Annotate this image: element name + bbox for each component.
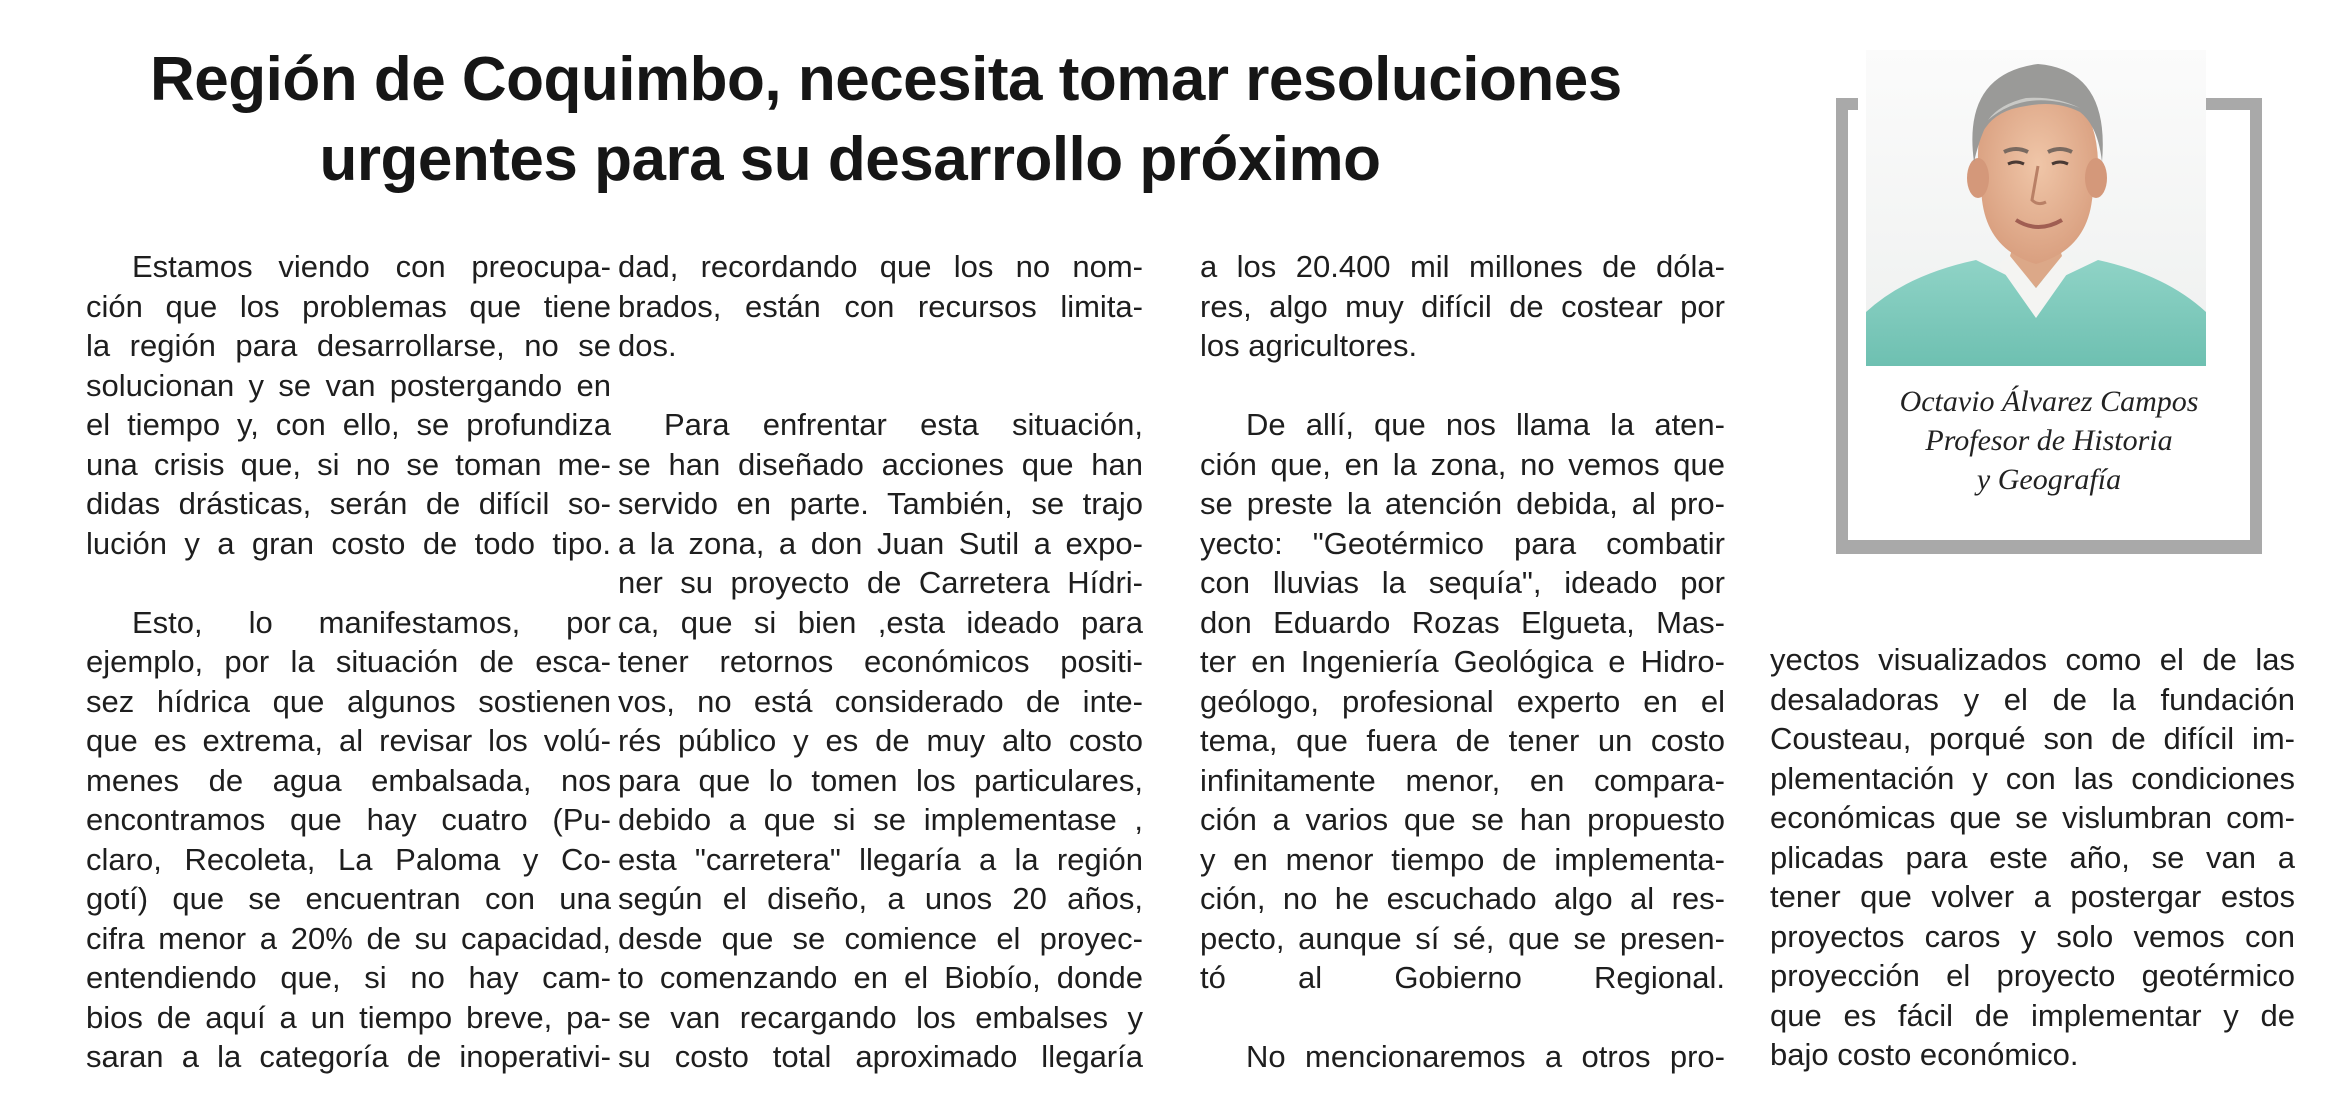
article-text-line: debido a que si se implementase , bbox=[618, 802, 1143, 837]
article-text-line: desaladoras y el de la fundación bbox=[1770, 681, 2295, 717]
paragraph-gap bbox=[86, 563, 611, 603]
author-byline bbox=[1848, 382, 2250, 499]
article-text-line: gotí) que se encuentran con una bbox=[86, 881, 611, 916]
author-name: Octavio Álvarez Campos bbox=[1899, 385, 2199, 418]
author-role: Profesor de Historia bbox=[1925, 424, 2173, 457]
article-text-line: Esto, lo manifestamos, por bbox=[132, 604, 611, 640]
article-text-line: esta "carretera" llegaría a la región bbox=[618, 841, 1143, 877]
article-text-line: infinitamente menor, en compara- bbox=[1200, 762, 1725, 798]
article-text-line: se han diseñado acciones que han bbox=[618, 446, 1143, 482]
article-text-line: económicas que se vislumbran com- bbox=[1770, 800, 2295, 835]
article-text-line: se preste la atención debida, al pro- bbox=[1200, 486, 1725, 521]
headline-line: urgentes para su desarrollo próximo bbox=[319, 125, 1381, 194]
article-text-line: ción a varios que se han propuesto bbox=[1200, 802, 1725, 837]
article-text-line: Para enfrentar esta situación, bbox=[664, 407, 1143, 442]
paragraph-gap bbox=[618, 366, 1143, 406]
article-headline bbox=[150, 40, 1622, 200]
article-text-line: yectos visualizados como el de las bbox=[1770, 642, 2295, 677]
article-text-line: claro, Recoleta, La Paloma y Co- bbox=[86, 841, 611, 877]
paragraph-gap bbox=[1200, 998, 1725, 1038]
article-text-line: con lluvias la sequía", ideado por bbox=[1200, 565, 1725, 600]
article-text-line: el tiempo y, con ello, se profundiza bbox=[86, 407, 611, 442]
article-text-line: ter en Ingeniería Geológica e Hidro- bbox=[1200, 644, 1725, 679]
article-text-line: proyectos caros y solo vemos con bbox=[1770, 918, 2295, 954]
article-text-line: según el diseño, a unos 20 años, bbox=[618, 881, 1143, 916]
article-text-line: la región para desarrollarse, no se bbox=[86, 328, 611, 363]
article-column-3 bbox=[1200, 247, 1725, 1077]
article-text-line: los agricultores. bbox=[1200, 328, 1418, 363]
article-text-line: cifra menor a 20% de su capacidad, bbox=[86, 920, 611, 956]
article-text-line: ner su proyecto de Carretera Hídri- bbox=[618, 565, 1143, 600]
author-portrait-illustration bbox=[1866, 50, 2206, 366]
article-text-line: saran a la categoría de inoperativi- bbox=[86, 1039, 611, 1074]
article-text-line: solucionan y se van postergando en bbox=[86, 367, 611, 403]
article-text-line: geólogo, profesional experto en el bbox=[1200, 683, 1725, 719]
article-text-line: ejemplo, por la situación de esca- bbox=[86, 644, 611, 679]
article-text-line: De allí, que nos llama la aten- bbox=[1246, 407, 1725, 442]
article-text-line: tener retornos económicos positi- bbox=[618, 644, 1143, 679]
paragraph-gap bbox=[1200, 366, 1725, 406]
article-text-line: que es extrema, al revisar los volú- bbox=[86, 723, 611, 758]
article-text-line: ca, que si bien ,esta ideado para bbox=[618, 604, 1143, 640]
article-text-line: a la zona, a don Juan Sutil a expo- bbox=[618, 525, 1143, 561]
article-text-line: don Eduardo Rozas Elgueta, Mas- bbox=[1200, 604, 1725, 640]
article-text-line: brados, están con recursos limita- bbox=[618, 288, 1143, 324]
article-text-line: tener que volver a postergar estos bbox=[1770, 879, 2295, 914]
article-text-line: menes de agua embalsada, nos bbox=[86, 762, 611, 798]
article-text-line: proyección el proyecto geotérmico bbox=[1770, 958, 2295, 993]
article-text-line: para que lo tomen los particulares, bbox=[618, 762, 1143, 798]
article-text-line: ción que los problemas que tiene bbox=[86, 288, 611, 324]
article-text-line: desde que se comience el proyec- bbox=[618, 920, 1143, 956]
article-text-line: dos. bbox=[618, 328, 677, 363]
article-text-line: se van recargando los embalses y bbox=[618, 999, 1143, 1035]
article-column-1 bbox=[86, 247, 611, 1077]
article-text-line: entendiendo que, si no hay cam- bbox=[86, 960, 611, 995]
article-text-line: Estamos viendo con preocupa- bbox=[132, 249, 611, 284]
article-text-line: plicadas para este año, se van a bbox=[1770, 839, 2295, 875]
author-role-continued: y Geografía bbox=[1976, 463, 2122, 496]
article-text-line: res, algo muy difícil de costear por bbox=[1200, 288, 1725, 324]
article-text-line: a los 20.400 mil millones de dóla- bbox=[1200, 249, 1725, 284]
article-text-line: tó al Gobierno Regional. bbox=[1200, 960, 1725, 995]
article-text-line: su costo total aproximado llegaría bbox=[618, 1039, 1143, 1074]
article-text-line: didas drásticas, serán de difícil so- bbox=[86, 486, 611, 521]
article-text-line: bajo costo económico. bbox=[1770, 1037, 2079, 1072]
article-text-line: yecto: "Geotérmico para combatir bbox=[1200, 525, 1725, 561]
article-text-line: y en menor tiempo de implementa- bbox=[1200, 841, 1725, 877]
article-text-line: ción que, en la zona, no vemos que bbox=[1200, 446, 1725, 482]
article-text-line: lución y a gran costo de todo tipo. bbox=[86, 525, 611, 561]
article-text-line: bios de aquí a un tiempo breve, pa- bbox=[86, 999, 611, 1035]
article-text-line: Cousteau, porqué son de difícil im- bbox=[1770, 721, 2295, 756]
article-text-line: to comenzando en el Biobío, donde bbox=[618, 960, 1143, 995]
article-text-line: tema, que fuera de tener un costo bbox=[1200, 723, 1725, 758]
author-portrait bbox=[1866, 50, 2206, 366]
article-text-line: encontramos que hay cuatro (Pu- bbox=[86, 802, 611, 837]
article-text-line: sez hídrica que algunos sostienen bbox=[86, 683, 611, 719]
article-text-line: que es fácil de implementar y de bbox=[1770, 997, 2295, 1033]
article-text-line: plementación y con las condiciones bbox=[1770, 760, 2295, 796]
article-text-line: pecto, aunque sí sé, que se presen- bbox=[1200, 920, 1725, 956]
article-text-line: vos, no está considerado de inte- bbox=[618, 683, 1143, 719]
article-text-line: No mencionaremos a otros pro- bbox=[1246, 1039, 1725, 1074]
article-column-2 bbox=[618, 247, 1143, 1077]
article-text-line: ción, no he escuchado algo al res- bbox=[1200, 881, 1725, 916]
article-text-line: servido en parte. También, se trajo bbox=[618, 486, 1143, 521]
article-text-line: una crisis que, si no se toman me- bbox=[86, 446, 611, 482]
article-column-4 bbox=[1770, 640, 2295, 1075]
headline-line: Región de Coquimbo, necesita tomar resoluciones bbox=[150, 45, 1622, 114]
article-text-line: dad, recordando que los no nom- bbox=[618, 249, 1143, 284]
article-text-line: rés público y es de muy alto costo bbox=[618, 723, 1143, 758]
